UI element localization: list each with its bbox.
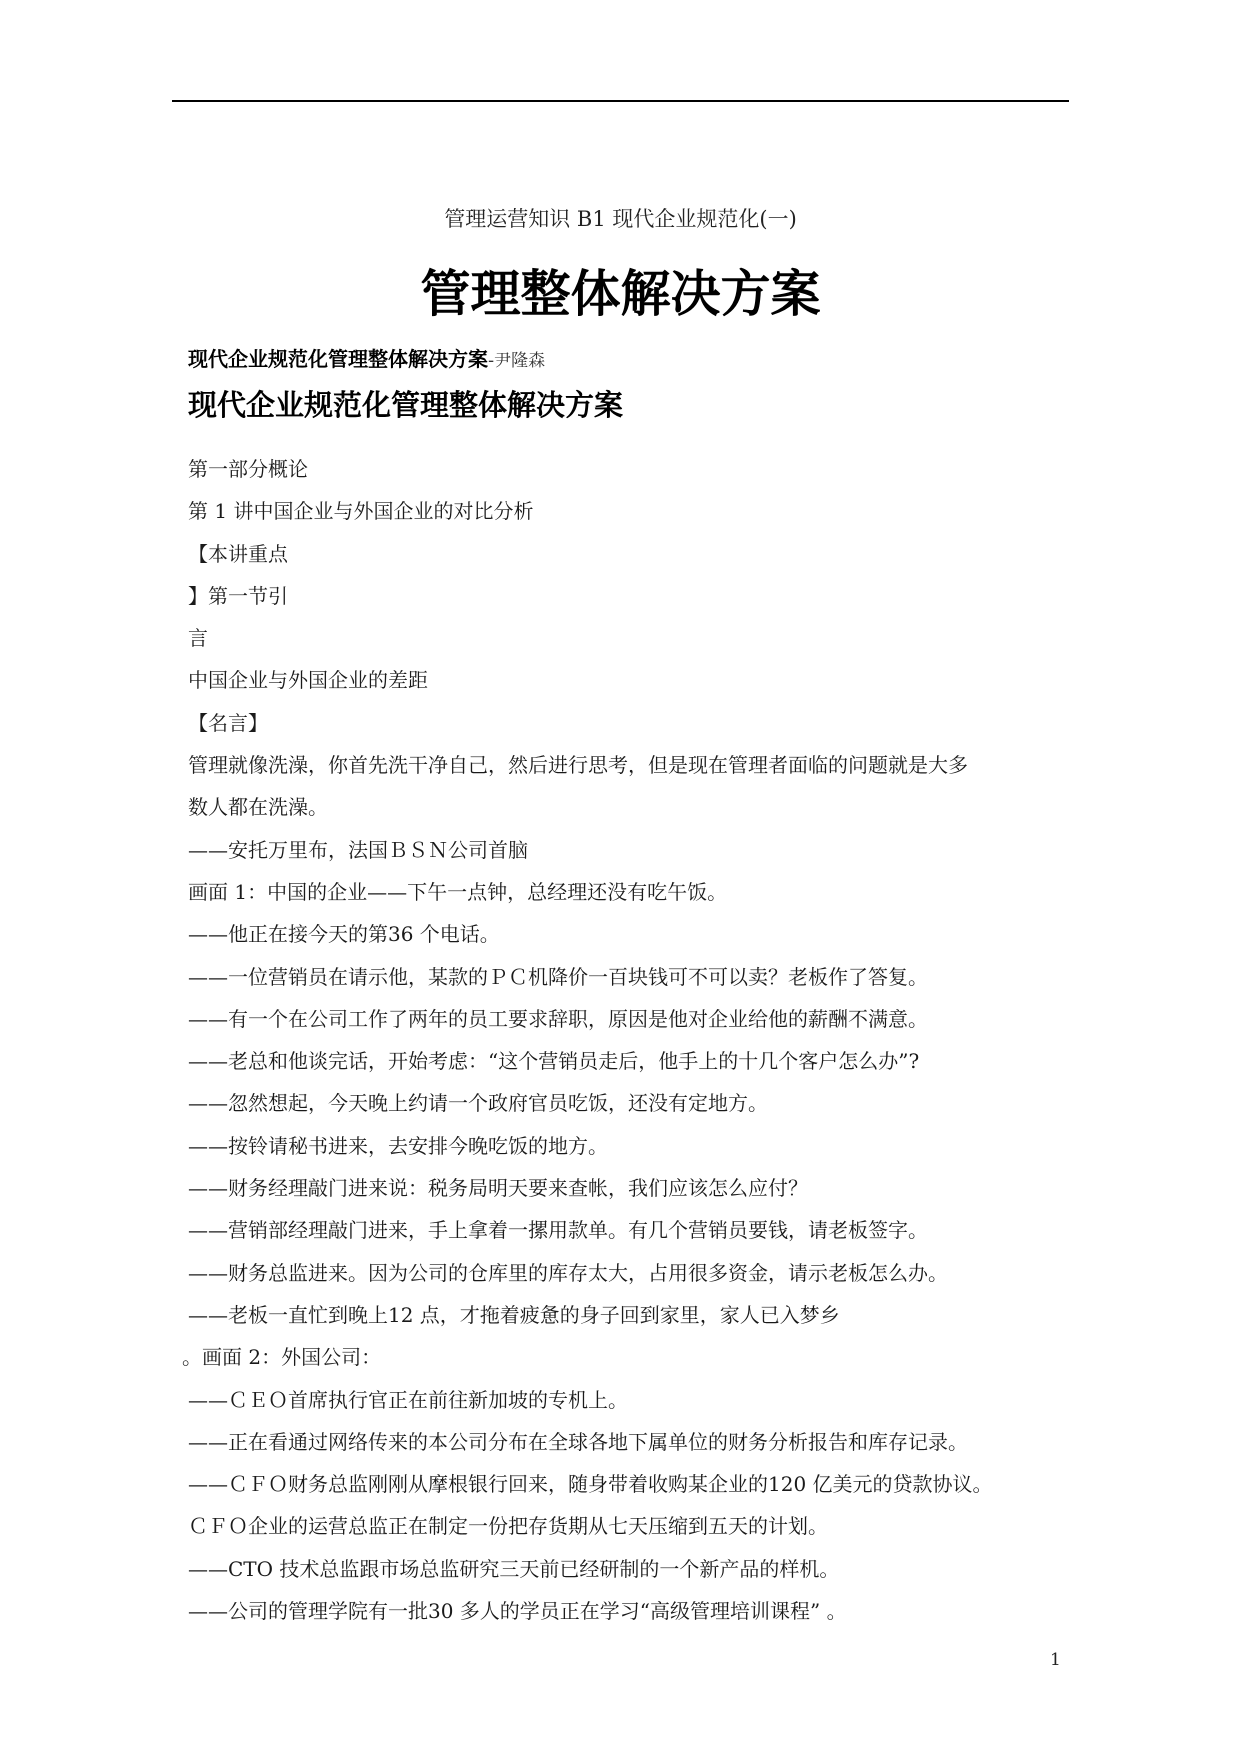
body-line: ——ＣＦＯ财务总监刚刚从摩根银行回来，随身带着收购某企业的120 亿美元的贷款协议。 [188,1472,993,1497]
body-line: ——按铃请秘书进来，去安排今晚吃饭的地方。 [188,1133,608,1158]
body-line: ——财务经理敲门进来说：税务局明天要来查帐，我们应该怎么应付？ [188,1176,808,1201]
body-line: ——老板一直忙到晚上12 点，才拖着疲惫的身子回到家里，家人已入梦乡 [188,1302,840,1327]
header-rule [172,100,1069,102]
body-line: 。画面 2：外国公司： [182,1345,382,1370]
body-line: ——营销部经理敲门进来，手上拿着一摞用款单。有几个营销员要钱，请老板签字。 [188,1218,928,1243]
section-heading: 现代企业规范化管理整体解决方案 [188,388,624,422]
body-line: ——有一个在公司工作了两年的员工要求辞职，原因是他对企业给他的薪酬不满意。 [188,1006,928,1031]
main-title: 管理整体解决方案 [420,265,821,323]
body-line: 中国企业与外国企业的差距 [188,668,428,693]
author-name: -尹隆森 [488,351,546,371]
body-line: ——ＣＥＯ首席执行官正在前往新加坡的专机上。 [188,1387,628,1412]
body-line: ＣＦＯ企业的运营总监正在制定一份把存货期从七天压缩到五天的计划。 [188,1514,828,1539]
page-number: 1 [1050,1650,1061,1670]
body-line: ——公司的管理学院有一批30 多人的学员正在学习“高级管理培训课程” 。 [188,1599,847,1624]
body-line: ——CTO 技术总监跟市场总监研究三天前已经研制的一个新产品的样机。 [188,1556,840,1581]
body-line: 言 [188,626,208,651]
body-line: 】第一节引 [188,583,288,608]
body-line: 管理就像洗澡，你首先洗干净自己，然后进行思考，但是现在管理者面临的问题就是大多 [188,753,968,778]
body-line: 第一部分概论 [188,457,308,481]
body-line: 第 1 讲中国企业与外国企业的对比分析 [188,499,534,524]
body-line: 数人都在洗澡。 [188,795,328,820]
body-line: ——老总和他谈完话，开始考虑：“这个营销员走后，他手上的十几个客户怎么办”? [188,1049,920,1074]
sub-heading-text: 现代企业规范化管理整体解决方案 [188,347,488,371]
sub-heading [188,345,545,375]
body-line: 【名言】 [188,710,268,735]
body-line: 【本讲重点 [188,541,288,566]
body-line: ——他正在接今天的第36 个电话。 [188,922,500,947]
body-line: ——安托万里布，法国ＢＳＮ公司首脑 [188,837,528,862]
page-header-title: 管理运营知识 B1 现代企业规范化(一) [444,207,797,231]
body-line: 画面 1：中国的企业——下午一点钟，总经理还没有吃午饭。 [188,879,728,904]
body-line: ——一位营销员在请示他，某款的ＰＣ机降价一百块钱可不可以卖？老板作了答复。 [188,964,928,989]
body-line: ——忽然想起，今天晚上约请一个政府官员吃饭，还没有定地方。 [188,1091,768,1116]
body-line: ——正在看通过网络传来的本公司分布在全球各地下属单位的财务分析报告和库存记录。 [188,1429,968,1454]
body-text [182,448,1088,1632]
body-line: ——财务总监进来。因为公司的仓库里的库存太大，占用很多资金，请示老板怎么办。 [188,1260,948,1285]
